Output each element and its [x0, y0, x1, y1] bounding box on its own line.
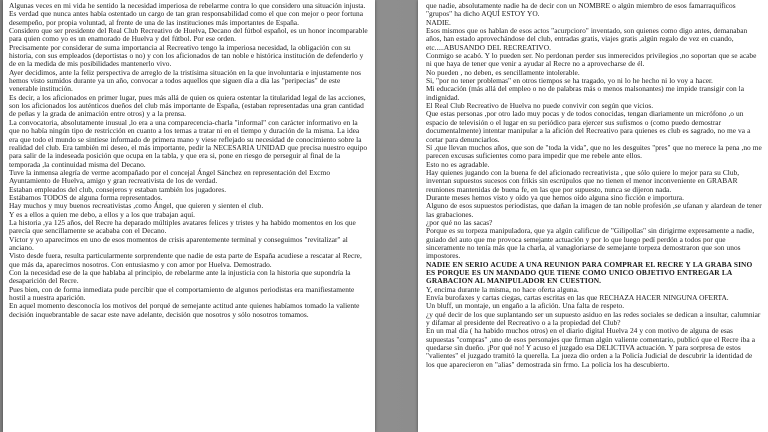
paragraph: Con la necesidad ese de la que hablaba al principio, de rebelarme ante la injusticia con la historia que supondría la desaparición del Recre. — [9, 268, 351, 286]
paragraph: Sí ,que llevan muchos años, que son de "toda la vida", que no les desguites "pres" que no merece la pena ,no me parecen excusas suficientes como para impedir que me rebele ante ellos. — [426, 142, 762, 161]
paragraph: que nadie, absolutamente nadie ha de decir con un NOMBRE o algún miembro de esos famarraquíficos "grupos" ha dicho AQUÍ ESTOY YO. — [426, 1, 736, 19]
paragraph: Tuve la inmensa alegría de verme acompañado por el concejal Ángel Sánchez en representación del Excmo Ayuntamiento de Huelva, amigo y gran recreativista de los de verdad. — [9, 167, 331, 186]
paragraph: Envía burofaxes y cartas ciegas, cartas escritas en las que RECHAZA HACER NINGUNA OFERTA. — [426, 293, 729, 303]
paragraph: Porque es su torpeza manipuladora, que ya algún calificue de "Gilipollas" sin dirigirme expresamente a nadie, guiado del auto que me provoca semejante actuación y por lo que luego pedí perdón a todos por que sinceramente no tenía más que la charla, al vanagloriarse de semejante torpeza demostraron que son unos impostores. — [426, 226, 755, 261]
paragraph: La historia ,ya 125 años, del Recre ha deparado múltiples avatares felices y tristes y ha habido momentos en los que parecía que sencillamente se acababa con el Decano. — [9, 217, 356, 236]
paragraph: Es verdad que nunca antes había ostentado un cargo de tan gran responsabilidad como el que con mejor o peor fortuna desempeño, por propia voluntad, al frente de una de las instituciones más importantes de España. — [9, 9, 363, 27]
paragraph: Visto desde fuera, resulta particularmente sorprendente que nadie de esta parte de España acudiese a rescatar al Recre, que más da, aparecimos nosotros. Con entusiasmo y con amor por Huelva. Demostrado. — [9, 251, 362, 269]
paragraph: Esto no es agradable. — [426, 159, 490, 169]
paragraph: Algunas veces en mi vida he sentido la necesidad imperiosa de rebelarme contra lo que considero una situación injusta. — [9, 1, 366, 10]
paragraph: ¿y qué decir de los que suplantando ser un supuesto asiduo en las redes sociales se dedican a insultar, calumniar y difamar al presidente del Recreativo o a la propiedad del Club? — [426, 309, 761, 328]
paragraph: Ayer decidimos, ante la feliz perspectiva de arreglo de la tristísima situación en la que involuntaria e injustamente nos hemos visto sumidos durante ya un año, convocar a todos aquellos que siguen día a día las "peripecias" de este venerable institución. — [9, 67, 362, 94]
paragraph: Mi educación (más allá del empleo o no de palabras más o menos malsonantes) me impide transigir con la indignidad. — [426, 84, 745, 102]
paragraph: Durante meses hemos visto y oído ya que hemos oído alguna sino ficción e importura. — [426, 192, 684, 202]
paragraph: NADIE EN SERIO ACUDE A UNA REUNION PARA COMPRAR EL RECRE Y LA GRABA SINO ES PORQUE ES UN MANDADO QUE TIENE COMO UNICO OBJETIVO ENTREGAR LA GRABACION AL MANIPULADOR EN CUESTION. — [426, 259, 753, 286]
paragraph: Un bluff, un montaje, un engaño a la afición. Una falta de respeto. — [426, 301, 625, 311]
paragraph: Estábamos TODOS de alguna forma representados. — [9, 192, 163, 202]
document-page-right — [418, 0, 768, 432]
paragraph: Conmigo se acabó. Y lo pueden ser. No perdonan perder sus inmerecidos privilegios ,no soportan que se acabe ni que haya de tener que venir a ayudar al Recre no a aprovecharse de él. — [426, 51, 757, 69]
paragraph: El Real Club Recreativo de Huelva no puede convivir con según que vicios. — [426, 101, 654, 111]
paragraph: Esos mismos que os hablan de esos actos "acurpcioro" inventado, son quienes como digo antes, demanaban años, han estado aprovechándose del club, entradas gratis, viajes gratis ,algún regalo de vez en cuando, etc.....ABUSANDO DEL RECREATIVO. — [426, 26, 748, 52]
paragraph: En un mal día ( ha habido muchos otros) en el diario digital Huelva 24 y con motivo de alguna de esas supuestas "compras" ,uno de esos personajes que firman algún valiente comentario, publicó que el Recre iba a quedarse sin dueño. ¡Por qué no! Y acuso el juzgado esa DELICTIVA actuación. Y para sorpresa de estos "valientes" el juzgado tramitó la querella. La jueza dio orden a la Policía Judicial de descubrir la identidad de los que aparecieron en "alias" demostrada sin frmo. La policía los ha descubierto. — [426, 326, 755, 369]
document-page-left — [3, 0, 375, 432]
paragraph: Y, encima durante la misma, no hace oferta alguna. — [426, 284, 579, 294]
paragraph: Víctor y yo aparecimos en uno de esos momentos de crisis aparentemente terminal y conseguimos "revitalizar" al anciano. — [9, 234, 348, 252]
paragraph: No pueden , no deben, es sencillamente intolerable. — [426, 67, 580, 77]
paragraph: Que estas personas ,por otro lado muy pocas y de todos conocidas, tengan diariamente un micrófono ,o un espacio de televisión o el lugar en su periódico para ejercer sus sufismos o (como puedo demostrar documentalmente) intentar manipular a la afición del Recreativo para quienes es club es sagrado, no me va a cortar para denunciarlos. — [426, 109, 751, 144]
paragraph: En aquel momento desconocía los motivos del porqué de semejante actitud ante quienes habíamos tomado la valiente decisión inquebrantable de sacar este nave adelante, decisión que nosotros y sólo nosotros tomamos. — [9, 301, 360, 319]
paragraph: Considero que ser presidente del Real Club Recreativo de Huelva, Decano del fútbol español, es un honor incomparable para quien como yo es un enamorado de Huelva y del fútbol. Por ese orden. — [9, 26, 368, 44]
paragraph: ¿por qué no las sacas? — [426, 217, 493, 227]
paragraph: Es decir, a los aficionados en primer lugar, pues más allá de quien os quiera ostentar la titularidad legal de las acciones, son los aficionados los auténticos dueños del club más importante de España, (estaban representadas una gran cantidad de peñas y la grada de animación entre otros) y a la prensa. — [9, 92, 366, 119]
paragraph: Si, "por no tener problemas" en otros tiempos se ha tragado, yo ni lo he hecho ni lo voy a hacer. — [426, 76, 713, 86]
paragraph: Hay muchos y muy buenos recreativistas ,como Ángel, que quieren y sienten el club. — [9, 201, 264, 211]
paragraph: Estaban empleados del club, consejeros y estaban también los jugadores. — [9, 184, 227, 194]
paragraph: Y es a ellos a quien me debo, a ellos y a los que trabajan aquí. — [9, 209, 195, 219]
paragraph: Hay quienes jugando con la buena fe del aficionado recreativista , que sólo quiere lo mejor para su Club, inventan supuestos sucesos con frikis sin escrúpulos que no tienen el menor inconveniente en GRABAR reuniones mantenidas de buena fe, en las que por supuesto, nunca se dijeron nada. — [426, 167, 740, 194]
paragraph: Alguno de esos supuestos periodistas, que dañan la imagen de tan noble profesión ,se ufanan y alardean de tener las grabaciones. — [426, 201, 762, 219]
paragraph: La convocatoria, absolutamente inusual ,lo era a una comparecencia-charla "informal" con carácter informativo en la que no había ningún tipo de restricción en cuanto a los temas a tratar ni en el tiempo y duración de la misma. La idea era que todo el mundo se sintiese informado de primera mano y viese reflejado su necesidad de conocimiento sobre la realidad del club. Era también mi deseo, el más importante, pedir la NECESARIA UNIDAD que precisa nuestro equipo para salir de la indeseada posición que ocupa en la tabla, y que era si, pone en riesgo de perseguir al final de la temporada ,la continuidad misma del Decano. — [9, 117, 368, 169]
paragraph: Precisamente por considerar de suma importancia al Recreativo tengo la imperiosa necesidad, la obligación con su historia, con sus empleados (deportistas o no) y con los aficionados de tan noble e histórica institución de defenderlo y de en la medida de mis posibilidades mantenerlo vivo. — [9, 42, 364, 69]
page-gutter — [375, 0, 418, 432]
paragraph: Pues bien, con de forma inmediata pude percibir que el comportamiento de algunos periodistas era manifiestamente hostil a nuestra aparición. — [9, 284, 355, 303]
paragraph: NADIE. — [426, 17, 451, 27]
